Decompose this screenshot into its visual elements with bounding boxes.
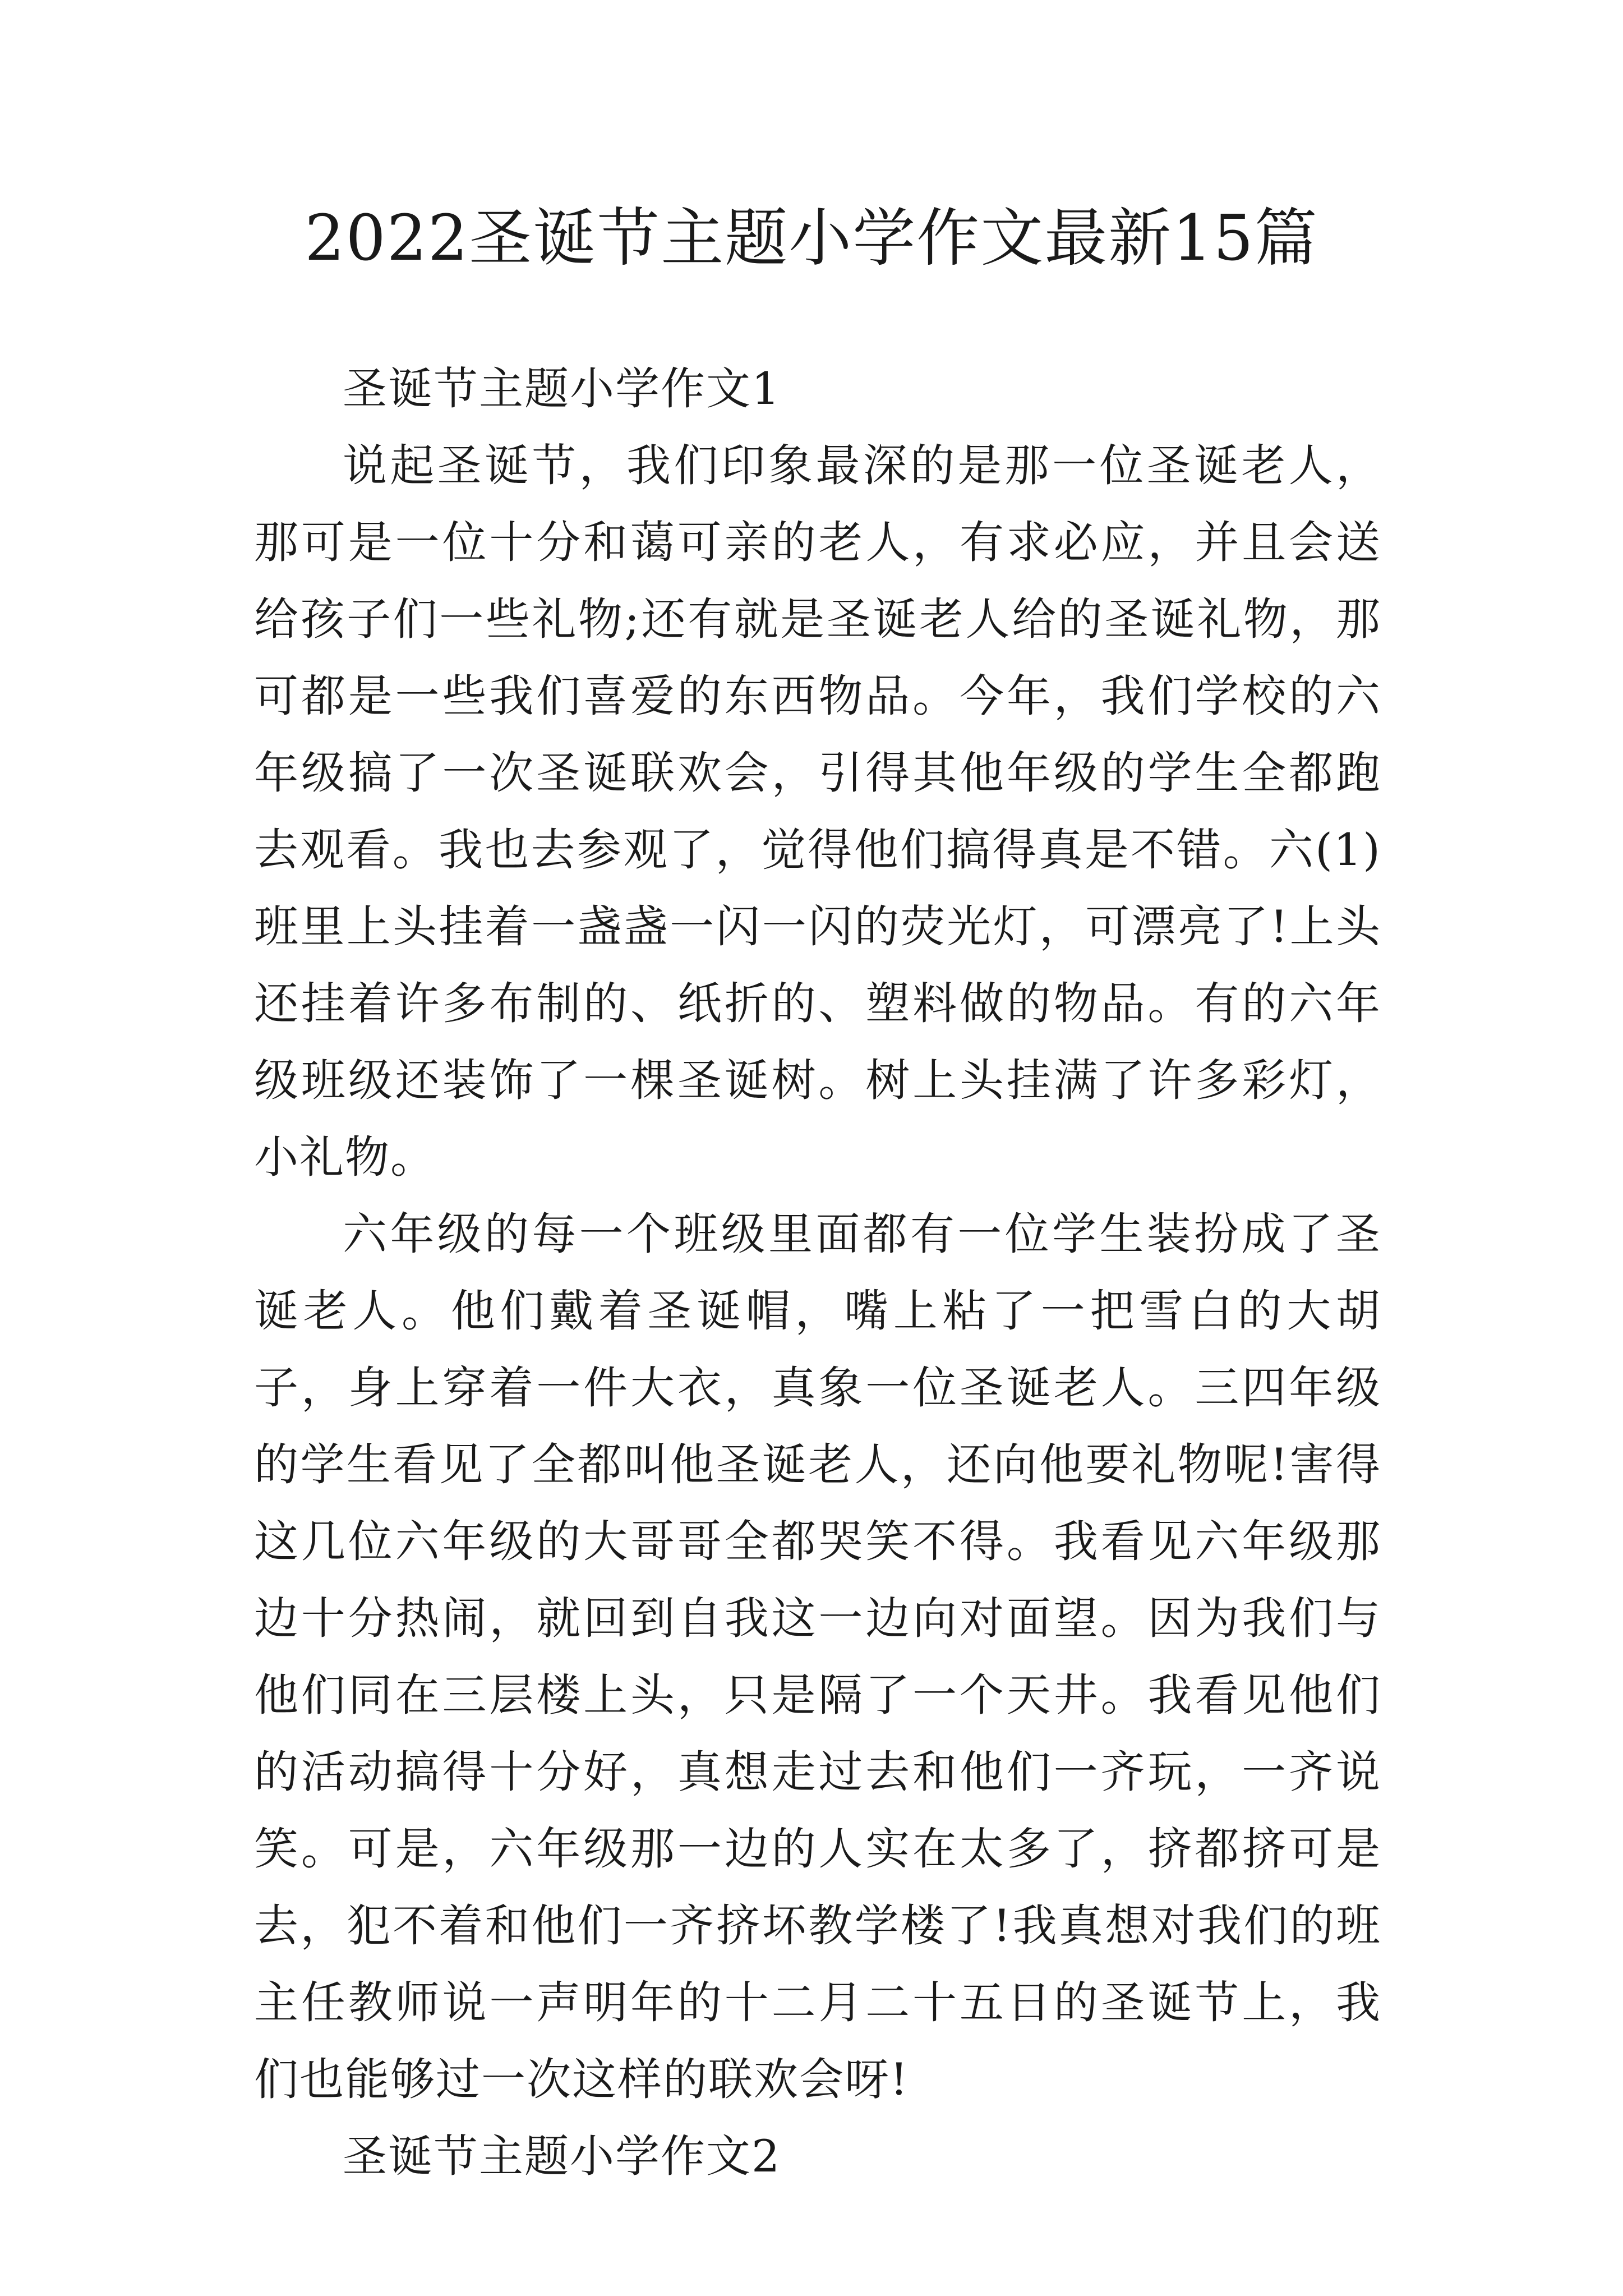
section-heading-2: 圣诞节主题小学作文2 (343, 2131, 781, 2182)
paragraph-1: 说起圣诞节，我们印象最深的是那一位圣诞老人，那可是一位十分和蔼可亲的老人，有求必应，并且会送给孩子们一些礼物;还有就是圣诞老人给的圣诞礼物，那可都是一些我们喜爱的东西物品。今年，我们学校的六年级搞了一次圣诞联欢会，引得其他年级的学生全都跑去观看。我也去参观了，觉得他们搞得真是不错。六(1)班里上头挂着一盏盏一闪一闪的荧光灯，可漂亮了!上头还挂着许多布制的、纸折的、塑料做的物品。有的六年级班级还装饰了一棵圣诞树。树上头挂满了许多彩灯，小礼物。 (254, 440, 1381, 1183)
document-body (254, 351, 1381, 2195)
section-heading-1: 圣诞节主题小学作文1 (343, 363, 781, 415)
document-title: 2022圣诞节主题小学作文最新15篇 (305, 202, 1318, 275)
paragraph-2: 六年级的每一个班级里面都有一位学生装扮成了圣诞老人。他们戴着圣诞帽，嘴上粘了一把雪白的大胡子，身上穿着一件大衣，真象一位圣诞老人。三四年级的学生看见了全都叫他圣诞老人，还向他要礼物呢!害得这几位六年级的大哥哥全都哭笑不得。我看见六年级那边十分热闹，就回到自我这一边向对面望。因为我们与他们同在三层楼上头，只是隔了一个天井。我看见他们的活动搞得十分好，真想走过去和他们一齐玩，一齐说笑。可是，六年级那一边的人实在太多了，挤都挤可是去，犯不着和他们一齐挤坏教学楼了!我真想对我们的班主任教师说一声明年的十二月二十五日的圣诞节上，我们也能够过一次这样的联欢会呀! (254, 1208, 1381, 2105)
